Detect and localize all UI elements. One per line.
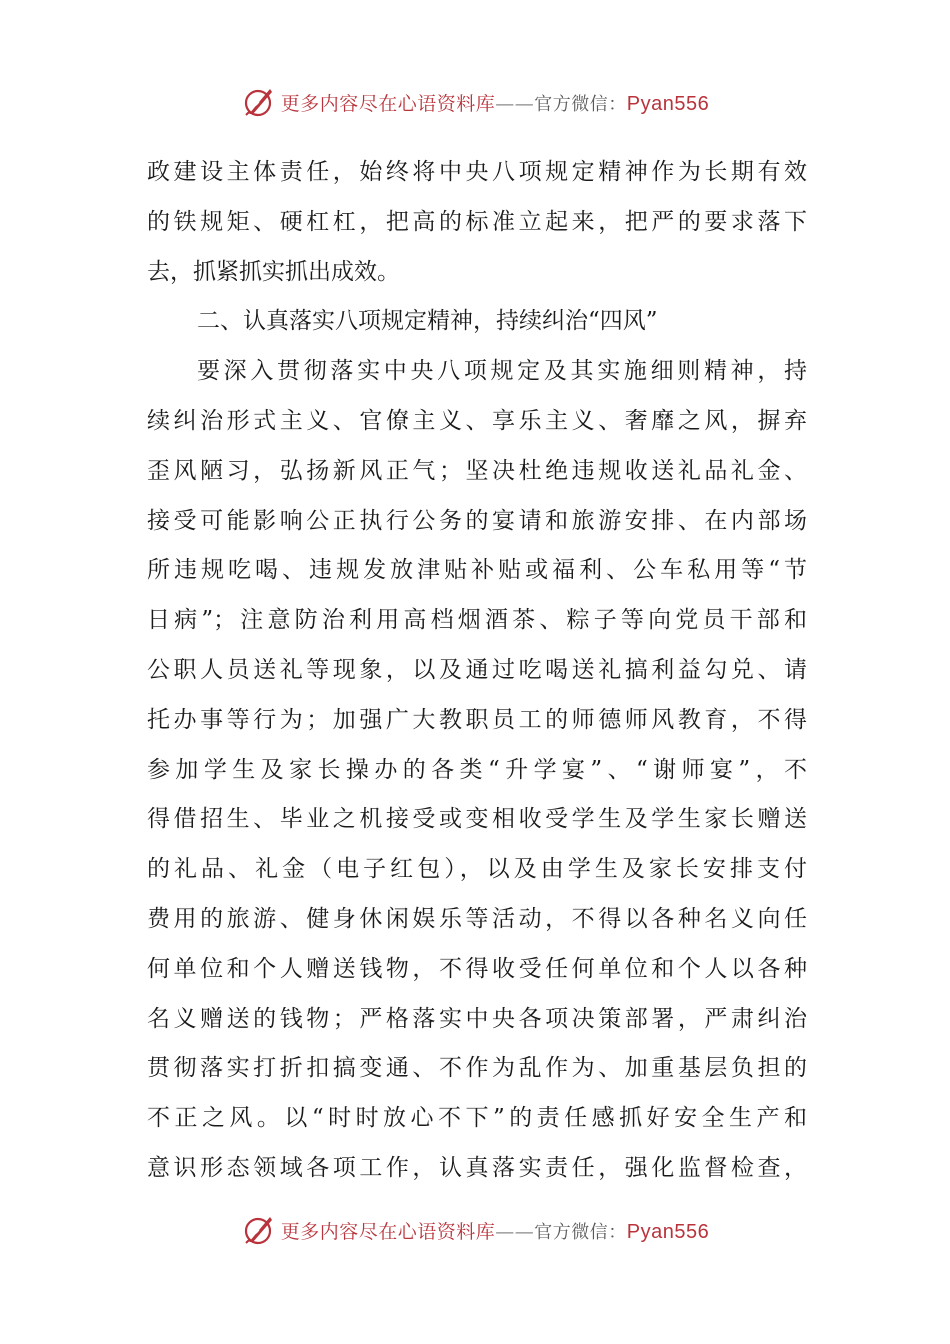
header-banner-text bbox=[281, 89, 709, 116]
text-line: 贯彻落实打折扣搞变通、不作为乱作为、加重基层负担的 bbox=[147, 1055, 807, 1082]
text-line: 名义赠送的钱物；严格落实中央各项决策部署，严肃纠治 bbox=[147, 1005, 807, 1032]
text-line: 参加学生及家长操办的各类“升学宴”、“谢师宴”，不 bbox=[147, 756, 807, 783]
text-line: 政建设主体责任，始终将中央八项规定精神作为长期有效 bbox=[147, 159, 807, 185]
text-line: 所违规吃喝、违规发放津贴补贴或福利、公车私用等“节 bbox=[147, 557, 807, 584]
text-line: 公职人员送礼等现象，以及通过吃喝送礼搞利益勾兑、请 bbox=[147, 656, 807, 683]
footer-banner-text bbox=[281, 1217, 709, 1244]
text-line: 接受可能影响公正执行公务的宴请和旅游安排、在内部场 bbox=[147, 507, 807, 534]
document-body bbox=[147, 148, 807, 1194]
banner-lead: 更多内容尽在心语资料库 bbox=[280, 92, 496, 115]
text-line: 不正之风。以“时时放心不下”的责任感抓好安全生产和 bbox=[147, 1105, 807, 1132]
text-line: 费用的旅游、健身休闲娱乐等活动，不得以各种名义向任 bbox=[147, 905, 807, 932]
banner-separator: —— bbox=[495, 1220, 535, 1243]
text-line: 要深入贯彻落实中央八项规定及其实施细则精神，持 bbox=[197, 358, 807, 385]
text-line: 歪风陋习，弘扬新风正气；坚决杜绝违规收送礼品礼金、 bbox=[147, 457, 807, 484]
banner-wechat-id: Pyan556 bbox=[626, 1220, 710, 1243]
text-line: 去，抓紧抓实抓出成效。 bbox=[147, 258, 400, 285]
text-line: 意识形态领域各项工作，认真落实责任，强化监督检查， bbox=[147, 1154, 807, 1181]
banner-wechat-id: Pyan556 bbox=[626, 92, 710, 115]
text-line: 得借招生、毕业之机接受或变相收受学生及学生家长赠送 bbox=[147, 806, 807, 833]
banner-wechat-label: 官方微信： bbox=[534, 1221, 627, 1243]
header-banner bbox=[0, 80, 950, 124]
footer-banner bbox=[0, 1208, 950, 1252]
banner-separator: —— bbox=[495, 92, 535, 115]
section-heading: 二、认真落实八项规定精神，持续纠治“四风” bbox=[197, 308, 658, 335]
banner-lead: 更多内容尽在心语资料库 bbox=[280, 1220, 496, 1243]
text-line: 托办事等行为；加强广大教职员工的师德师风教育，不得 bbox=[147, 706, 807, 733]
quill-logo-icon bbox=[241, 84, 277, 120]
text-line: 何单位和个人赠送钱物，不得收受任何单位和个人以各种 bbox=[147, 955, 807, 982]
banner-wechat-label: 官方微信： bbox=[534, 93, 627, 115]
quill-logo-icon bbox=[241, 1212, 277, 1248]
text-line: 日病”；注意防治利用高档烟酒茶、粽子等向党员干部和 bbox=[147, 607, 807, 634]
text-line: 的铁规矩、硬杠杠，把高的标准立起来，把严的要求落下 bbox=[147, 208, 807, 235]
text-line: 的礼品、礼金（电子红包），以及由学生及家长安排支付 bbox=[147, 856, 807, 883]
text-line: 续纠治形式主义、官僚主义、享乐主义、奢靡之风，摒弃 bbox=[147, 407, 807, 434]
